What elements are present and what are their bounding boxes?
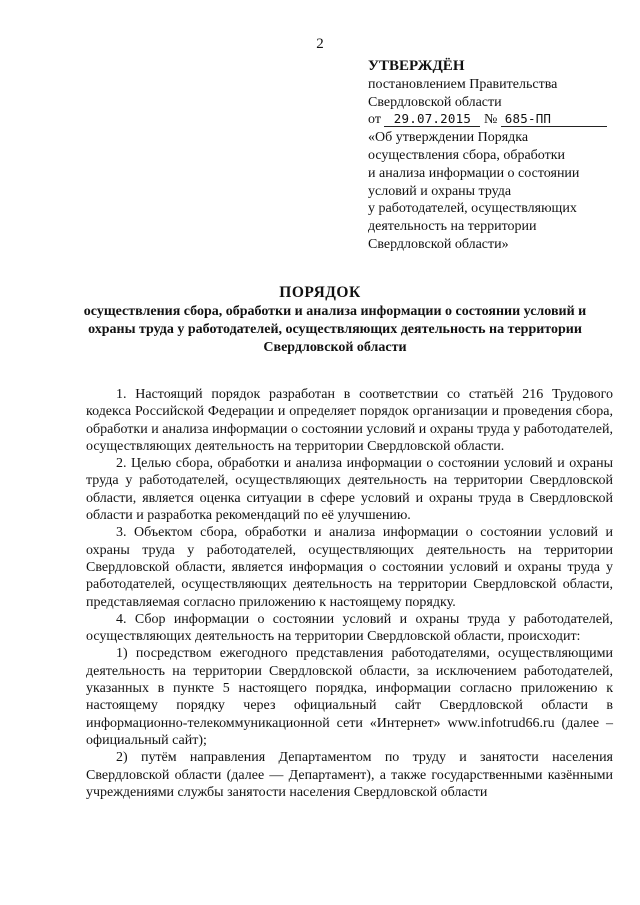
approval-stamp: УТВЕРЖДЁН <box>368 58 465 74</box>
approval-line-10: Свердловской области» <box>368 236 509 252</box>
page-number: 2 <box>316 36 324 52</box>
approval-from-label: от <box>368 112 381 128</box>
document-title: ПОРЯДОК <box>279 284 361 301</box>
paragraph-4: 4. Сбор информации о состоянии условий и охраны труда у работодателей, осуществляющих деятельность на территории Свердловской области, происходит: <box>86 611 613 645</box>
paragraph-4-item-1: 1) посредством ежегодного представления работодателями, осуществляющими деятельность на территории Свердловской области, за исключением работодателей, указанных в пункте 5 настоящего порядка, информации согласно приложению к настоящему порядку через официальный сайт Свердловской области в информационно-телекоммуникационной сети «Интернет» www.infotrud66.ru (далее – официальный сайт); <box>86 646 613 748</box>
paragraph-2: 2. Целью сбора, обработки и анализа информации о состоянии условий и охраны труда у работодателей, осуществляющих деятельность на территории Свердловской области, является оценка ситуации в сфере условий и охраны труда в Свердловской области и разработка рекомендаций по её улучшению. <box>86 456 613 524</box>
approval-number-label: № <box>483 112 498 128</box>
approval-date: 29.07.2015 <box>384 111 480 127</box>
paragraph-3: 3. Объектом сбора, обработки и анализа информации о состоянии условий и охраны труда у работодателей, осуществляющих деятельность на территории Свердловской области, является информация о состоянии условий и охраны труда у работодателей, осуществляющих деятельность на территории Свердловской области, представляемая согласно приложению к настоящему порядку. <box>86 525 613 610</box>
document-subtitle: осуществления сбора, обработки и анализа информации о состоянии условий и охраны труда у работодателей, осуществляющих деятельность на территории Свердловской области <box>83 304 587 355</box>
approval-line-7: условий и охраны труда <box>368 183 512 199</box>
approval-line-1: постановлением Правительства <box>368 76 558 92</box>
approval-line-5: осуществления сбора, обработки <box>368 147 566 163</box>
approval-line-6: и анализа информации о состоянии <box>368 165 580 181</box>
approval-line-9: деятельность на территории <box>368 219 537 235</box>
approval-line-4: «Об утверждении Порядка <box>368 130 529 146</box>
paragraph-1: 1. Настоящий порядок разработан в соответствии со статьёй 216 Трудового кодекса Российской Федерации и определяет порядок организации и проведения сбора, обработки и анализа информации о состоянии условий и охраны труда у работодателей, осуществляющих деятельность на территории Свердловской области. <box>86 387 613 454</box>
approval-date-number-line <box>368 111 628 129</box>
approval-line-2: Свердловской области <box>368 94 502 110</box>
document-body <box>86 386 613 801</box>
approval-number: 685-ПП <box>501 111 607 127</box>
approval-line-8: у работодателей, осуществляющих <box>368 201 577 217</box>
paragraph-4-item-2: 2) путём направления Департаментом по труду и занятости населения Свердловской области (далее — Департамент), а также государственными казёнными учреждениями службы занятости населения Свердловской области <box>86 750 613 800</box>
approval-block <box>368 58 628 254</box>
